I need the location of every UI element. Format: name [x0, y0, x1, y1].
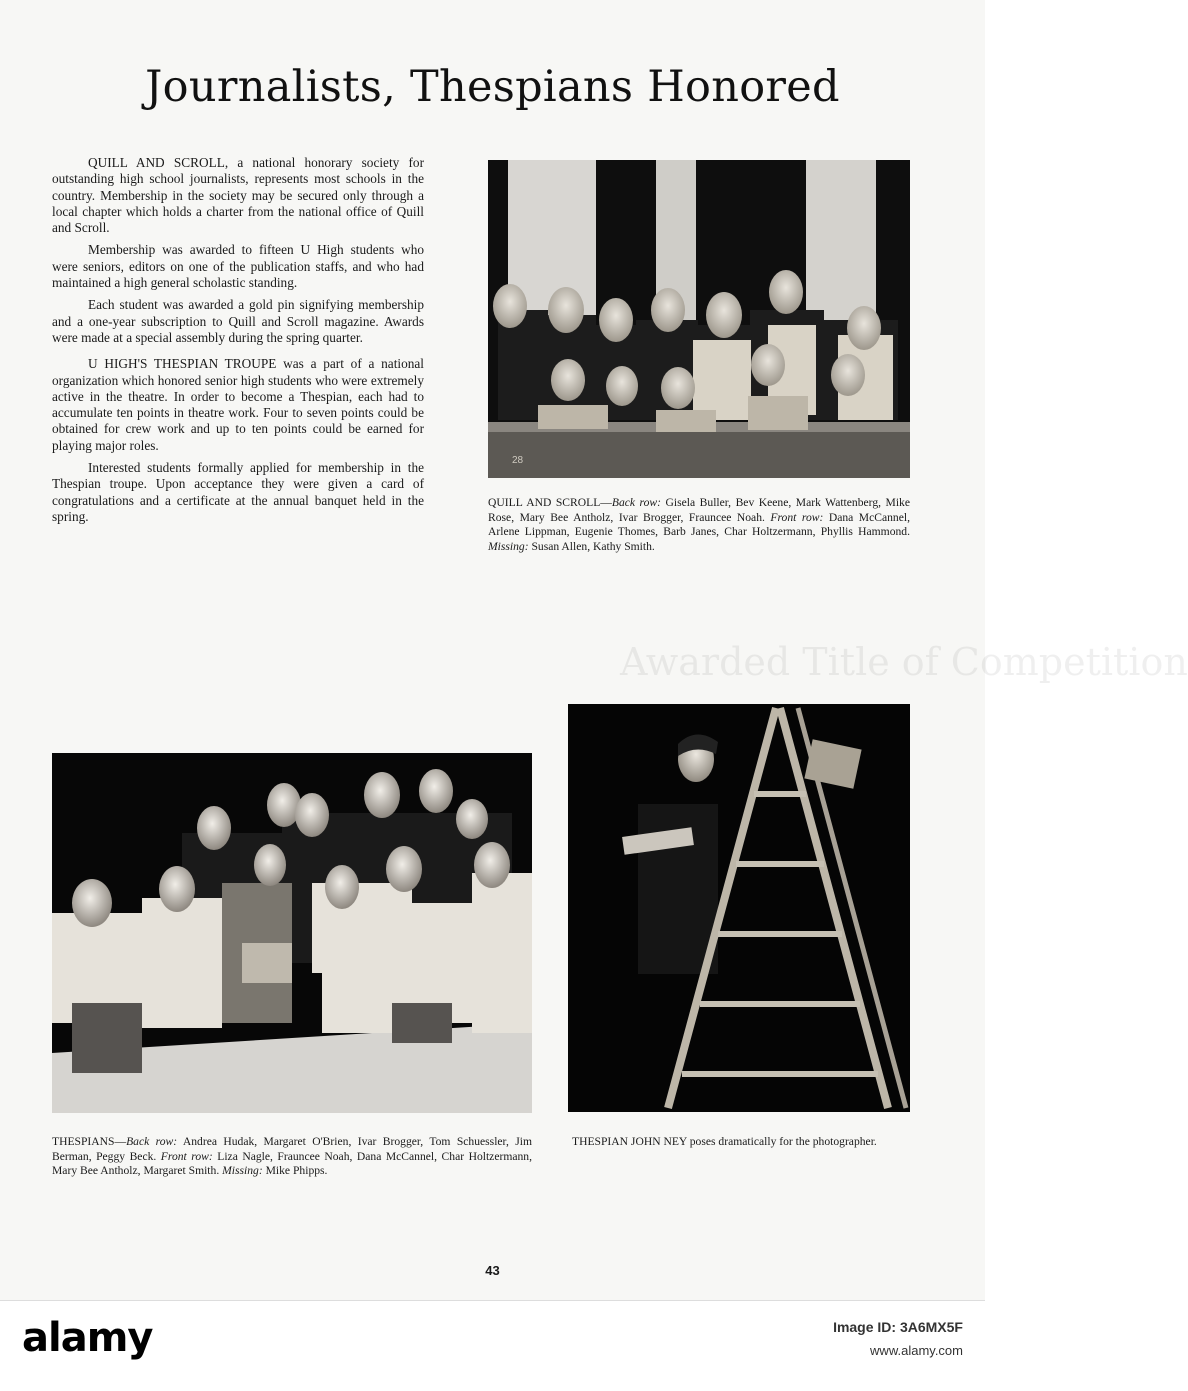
quill-caption: [488, 496, 910, 554]
paragraph-quill-intro: QUILL AND SCROLL, a national honorary society for outstanding high school journalists, represents most schools in the country. Membership in the society may be secured only through a local chapter which holds a charter from the national office of Quill and Scroll.: [52, 155, 424, 236]
thespians-front-names: Liza Nagle, Frauncee Noah, Dana McCannel, Char Holtzermann, Mary Bee Antholz, Margaret Smith.: [52, 1149, 532, 1178]
john-ney-caption: THESPIAN JOHN NEY poses dramatically for the photographer.: [572, 1135, 877, 1148]
thespians-photo-art: [52, 753, 532, 1113]
quill-back-names: Gisela Buller, Bev Keene, Mark Wattenberg, Mike Rose, Mary Bee Antholz, Ivar Brogger, Frauncee Noah.: [488, 496, 910, 524]
quill-missing-label: Missing:: [488, 539, 529, 553]
row-number-label: 28: [512, 455, 524, 466]
thespians-missing-label: Missing:: [222, 1164, 263, 1178]
bleed-through-text: Awarded Title of Competition: [620, 640, 1188, 684]
quill-and-scroll-photo: [488, 160, 910, 478]
thespians-back-label: Back row:: [126, 1135, 178, 1148]
paragraph-membership: Membership was awarded to fifteen U High students who were seniors, editors on one of the publication staffs, and who had maintained a high general scholastic standing.: [52, 242, 424, 291]
article-body: [52, 155, 424, 531]
stock-watermark-bar: [0, 1300, 985, 1391]
thespians-back-names: Andrea Hudak, Margaret O'Brien, Ivar Brogger, Tom Schuessler, Jim Berman, Peggy Beck.: [52, 1135, 532, 1163]
quill-photo-art: [488, 160, 910, 478]
john-ney-photo-art: [568, 704, 910, 1112]
thespians-missing-names: Mike Phipps.: [262, 1164, 328, 1178]
paragraph-award: Each student was awarded a gold pin signifying membership and a one-year subscription to Quill and Scroll magazine. Awards were made at a special assembly during the spring quarter.: [52, 297, 424, 345]
alamy-logo: alamy: [22, 1315, 153, 1361]
stock-image-id: Image ID: 3A6MX5F: [833, 1319, 963, 1335]
thespians-caption-lead: THESPIANS—: [52, 1135, 127, 1148]
quill-caption-lead: QUILL AND SCROLL—: [488, 496, 612, 509]
thespians-front-label: Front row:: [160, 1149, 213, 1163]
page-number: 43: [485, 1263, 500, 1278]
quill-back-label: Back row:: [611, 496, 662, 509]
stock-url: www.alamy.com: [870, 1343, 963, 1358]
page-title: Journalists, Thespians Honored: [145, 62, 840, 112]
paragraph-thespian-troupe: U HIGH'S THESPIAN TROUPE was a part of a national organization which honored senior high students who were extremely active in the theatre. In order to become a Thespian, each had to accumulate ten points in theatre work. Four to seven points could be obtained for crew work and up to ten points could be earned for playing major roles.: [52, 356, 424, 453]
stock-info: [833, 1319, 963, 1358]
thespians-photo: [52, 753, 532, 1113]
thespians-caption: [52, 1135, 532, 1179]
john-ney-photo: [568, 704, 910, 1112]
quill-front-names: Dana McCannel, Arlene Lippman, Eugenie Thomes, Barb Janes, Char Holtzermann, Phyllis Hammond.: [488, 510, 910, 539]
quill-front-label: Front row:: [770, 510, 824, 524]
paragraph-thespian-membership: Interested students formally applied for membership in the Thespian troupe. Upon acceptance they were given a card of congratulations and a certificate at the annual banquet held in the spring.: [52, 460, 424, 524]
quill-missing-names: Susan Allen, Kathy Smith.: [528, 539, 655, 553]
